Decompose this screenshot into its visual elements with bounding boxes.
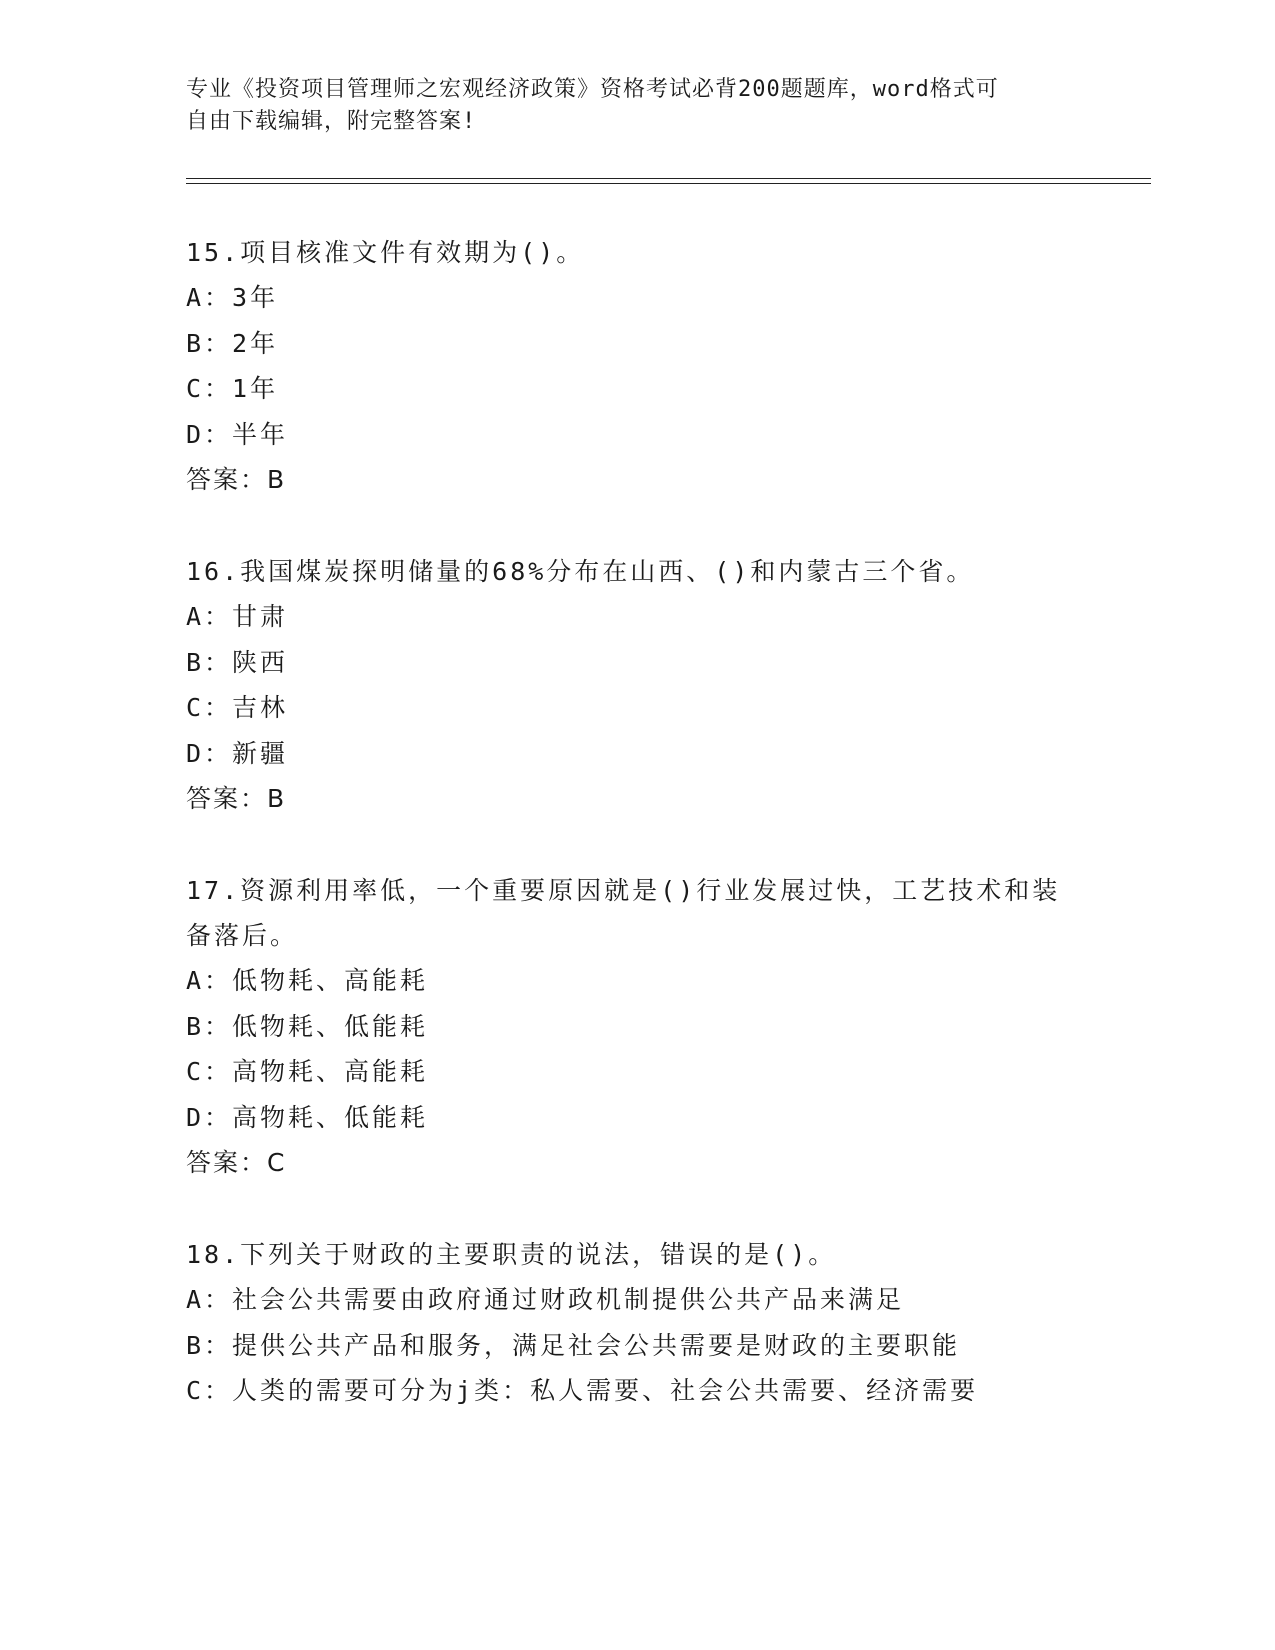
question-stem: 18.下列关于财政的主要职责的说法，错误的是()。	[186, 1240, 837, 1269]
question-16	[186, 549, 1086, 821]
option-c: C：人类的需要可分为j类：私人需要、社会公共需要、经济需要	[186, 1376, 979, 1405]
question-18	[186, 1232, 1086, 1414]
header-divider-bottom	[186, 183, 1151, 184]
option-a: A：甘肃	[186, 602, 289, 631]
question-stem: 15.项目核准文件有效期为()。	[186, 238, 585, 267]
header-line-1: 专业《投资项目管理师之宏观经济政策》资格考试必背200题题库，word格式可	[186, 77, 999, 102]
option-d: D：新疆	[186, 738, 289, 768]
question-stem: 16.我国煤炭探明储量的68%分布在山西、()和内蒙古三个省。	[186, 557, 975, 586]
option-d: D：高物耗、低能耗	[186, 1102, 429, 1132]
question-stem-line-2: 备落后。	[186, 921, 299, 950]
question-17	[186, 868, 1086, 1185]
option-a: A：3年	[186, 283, 279, 312]
answer: 答案：C	[186, 1148, 287, 1177]
option-b: B：低物耗、低能耗	[186, 1011, 429, 1041]
option-b: B：陕西	[186, 647, 289, 677]
question-15	[186, 230, 1086, 502]
option-a: A：社会公共需要由政府通过财政机制提供公共产品来满足	[186, 1285, 905, 1314]
document-header	[186, 74, 1086, 138]
option-b: B：2年	[186, 328, 279, 358]
header-divider-top	[186, 178, 1151, 179]
option-c: C：吉林	[186, 693, 289, 722]
question-stem-line-1: 17.资源利用率低，一个重要原因就是()行业发展过快，工艺技术和装	[186, 876, 1061, 905]
header-line-2: 自由下载编辑，附完整答案!	[186, 109, 477, 134]
option-c: C：高物耗、高能耗	[186, 1057, 429, 1086]
option-b: B：提供公共产品和服务，满足社会公共需要是财政的主要职能	[186, 1330, 961, 1360]
question-list	[186, 230, 1086, 1461]
answer: 答案：B	[186, 465, 287, 494]
answer: 答案：B	[186, 784, 287, 813]
option-c: C：1年	[186, 374, 279, 403]
option-a: A：低物耗、高能耗	[186, 966, 429, 995]
option-d: D：半年	[186, 419, 289, 449]
